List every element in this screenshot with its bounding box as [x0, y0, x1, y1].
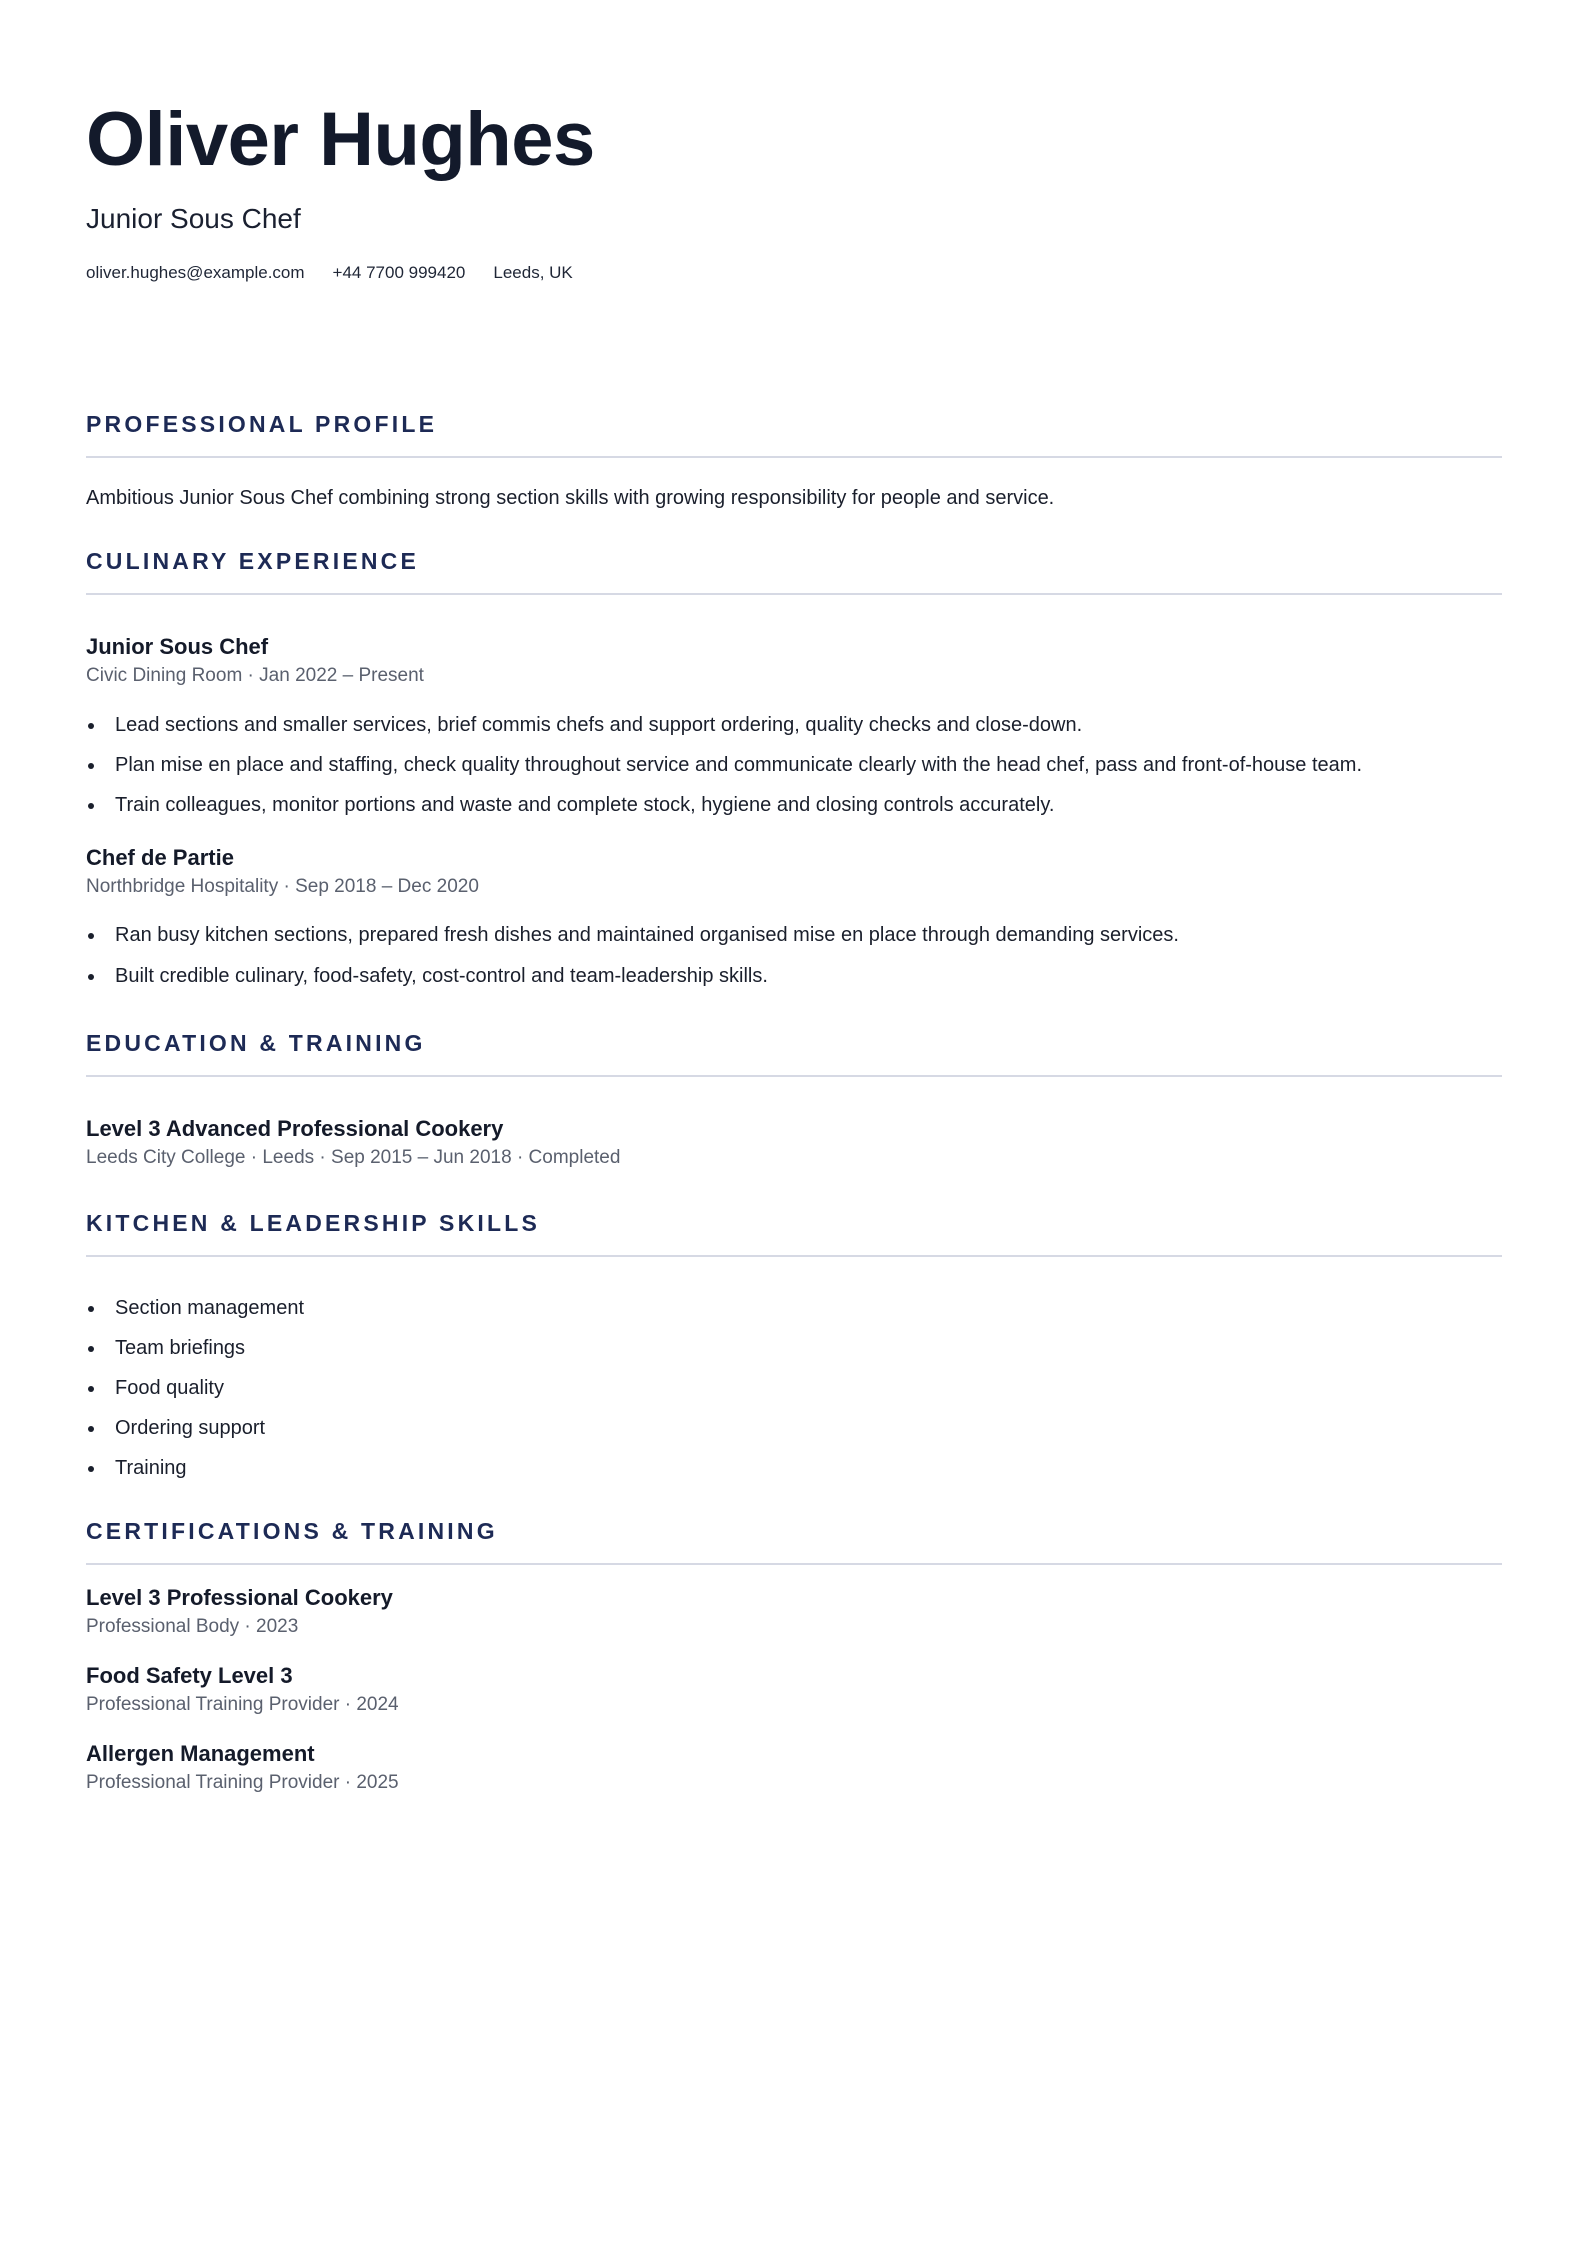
section-divider — [86, 1075, 1502, 1077]
profile-summary: Ambitious Junior Sous Chef combining strong section skills with growing responsibility for people and service. — [86, 487, 1055, 509]
list-item: Built credible culinary, food-safety, cost-control and team-leadership skills. — [86, 963, 1502, 989]
job-title: Junior Sous Chef — [86, 634, 269, 659]
job-bullets — [86, 712, 1502, 818]
list-item: Plan mise en place and staffing, check quality throughout service and communicate clearly with the head chef, pass and front-of-house team. — [86, 752, 1502, 778]
job-entry — [86, 633, 1502, 818]
education-entry — [86, 1115, 1502, 1170]
contact-phone[interactable]: +44 7700 999420 — [332, 263, 466, 282]
section-profile — [86, 410, 1502, 511]
list-item: Train colleagues, monitor portions and waste and complete stock, hygiene and closing controls accurately. — [86, 792, 1502, 818]
section-title-education: EDUCATION & TRAINING — [86, 1030, 426, 1056]
section-title-skills: KITCHEN & LEADERSHIP SKILLS — [86, 1210, 541, 1236]
section-title-certifications: CERTIFICATIONS & TRAINING — [86, 1518, 498, 1544]
bullet-dot — [88, 974, 94, 980]
section-title-profile: PROFESSIONAL PROFILE — [86, 411, 438, 437]
section-experience — [86, 547, 1502, 989]
job-bullets — [86, 922, 1502, 989]
bullet-dot — [88, 1426, 94, 1432]
list-item: Ordering support — [86, 1415, 1502, 1441]
bullet-dot — [88, 763, 94, 769]
certification-name: Food Safety Level 3 — [86, 1663, 293, 1688]
list-item: Team briefings — [86, 1335, 1502, 1361]
section-certifications — [86, 1517, 1502, 1795]
job-meta: Northbridge Hospitality · Sep 2018 – Dec 2020 — [86, 876, 479, 897]
job-entry — [86, 844, 1502, 989]
certification-meta: Professional Training Provider · 2025 — [86, 1772, 399, 1793]
section-education — [86, 1029, 1502, 1170]
contact-email[interactable]: oliver.hughes@example.com — [86, 263, 305, 282]
contact-location: Leeds, UK — [493, 263, 573, 282]
certification-meta: Professional Body · 2023 — [86, 1616, 299, 1637]
bullet-dot — [88, 1306, 94, 1312]
job-meta: Civic Dining Room · Jan 2022 – Present — [86, 665, 424, 686]
skills-list — [86, 1295, 1502, 1481]
certification-entry — [86, 1584, 1502, 1639]
bullet-dot — [88, 1346, 94, 1352]
section-divider — [86, 1563, 1502, 1565]
certification-name: Level 3 Professional Cookery — [86, 1585, 393, 1610]
certification-entry — [86, 1740, 1502, 1795]
section-skills — [86, 1209, 1502, 1481]
section-title-experience: CULINARY EXPERIENCE — [86, 548, 420, 574]
list-item: Ran busy kitchen sections, prepared fresh dishes and maintained organised mise en place through demanding services. — [86, 922, 1502, 948]
certification-entry — [86, 1662, 1502, 1717]
list-item: Training — [86, 1455, 1502, 1481]
candidate-headline: Junior Sous Chef — [86, 203, 301, 234]
certification-name: Allergen Management — [86, 1741, 315, 1766]
bullet-dot — [88, 723, 94, 729]
bullet-dot — [88, 933, 94, 939]
list-item: Section management — [86, 1295, 1502, 1321]
section-divider — [86, 456, 1502, 458]
candidate-name: Oliver Hughes — [86, 97, 595, 182]
education-name: Level 3 Advanced Professional Cookery — [86, 1116, 504, 1141]
education-meta: Leeds City College · Leeds · Sep 2015 – Jun 2018 · Completed — [86, 1147, 621, 1168]
job-title: Chef de Partie — [86, 845, 234, 870]
bullet-dot — [88, 803, 94, 809]
resume-header — [86, 96, 1502, 284]
list-item: Food quality — [86, 1375, 1502, 1401]
bullet-dot — [88, 1386, 94, 1392]
bullet-dot — [88, 1466, 94, 1472]
list-item: Lead sections and smaller services, brief commis chefs and support ordering, quality checks and close-down. — [86, 712, 1502, 738]
section-divider — [86, 1255, 1502, 1257]
certification-meta: Professional Training Provider · 2024 — [86, 1694, 399, 1715]
contact-row — [86, 262, 1502, 284]
section-divider — [86, 593, 1502, 595]
